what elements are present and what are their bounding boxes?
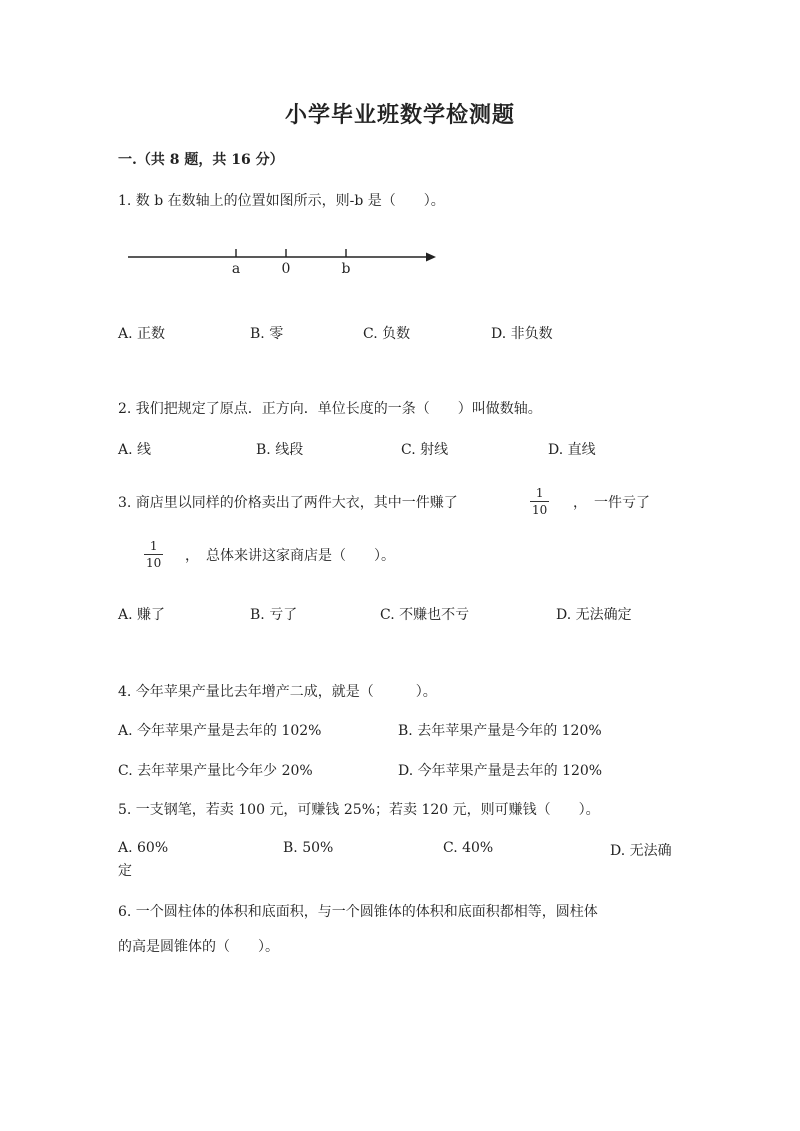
q5-option-a[interactable]: A. 60%	[118, 840, 169, 856]
label-zero: 0	[281, 261, 291, 277]
question-6-stem-line1: 6. 一个圆柱体的体积和底面积，与一个圆锥体的体积和底面积都相等，圆柱体	[118, 904, 598, 920]
q5-option-b[interactable]: B. 50%	[283, 840, 334, 856]
q3-fraction-1-denominator: 10	[532, 503, 548, 517]
q2-option-b[interactable]: B. 线段	[256, 442, 304, 458]
question-5-stem: 5. 一支钢笔，若卖 100 元，可赚钱 25%；若卖 120 元，则可赚钱（ ）。	[118, 802, 600, 818]
question-4-stem: 4. 今年苹果产量比去年增产二成，就是（ ）。	[118, 684, 437, 700]
q5-option-d[interactable]: D. 无法确	[610, 843, 672, 859]
q3-option-d[interactable]: D. 无法确定	[556, 607, 632, 623]
question-3-stem-part3: ， 总体来讲这家商店是（ ）。	[185, 548, 395, 564]
q4-option-a[interactable]: A. 今年苹果产量是去年的 102%	[118, 723, 322, 739]
q3-fraction-1-numerator: 1	[535, 486, 544, 500]
question-3-stem-part1: 3. 商店里以同样的价格卖出了两件大衣，其中一件赚了	[118, 495, 458, 511]
question-6-stem-line2: 的高是圆锥体的（ ）。	[118, 939, 279, 955]
label-a: a	[231, 261, 241, 277]
question-3-stem-part2: ， 一件亏了	[573, 495, 650, 511]
q3-fraction-1	[530, 487, 549, 516]
number-line-arrow	[426, 253, 436, 262]
q1-option-a[interactable]: A. 正数	[118, 326, 166, 342]
question-2-stem: 2. 我们把规定了原点．正方向．单位长度的一条（ ）叫做数轴。	[118, 401, 542, 417]
question-1-stem: 1. 数 b 在数轴上的位置如图所示，则-b 是（ ）。	[118, 193, 445, 209]
q3-option-b[interactable]: B. 亏了	[250, 607, 298, 623]
q3-fraction-2-numerator: 1	[149, 539, 158, 553]
q2-option-c[interactable]: C. 射线	[401, 442, 449, 458]
q1-option-d[interactable]: D. 非负数	[491, 326, 553, 342]
q2-option-a[interactable]: A. 线	[118, 442, 152, 458]
q3-fraction-2	[144, 540, 163, 569]
number-line-figure	[118, 238, 448, 278]
q4-option-d[interactable]: D. 今年苹果产量是去年的 120%	[398, 763, 603, 779]
q5-option-c[interactable]: C. 40%	[443, 840, 494, 856]
section-heading: 一.（共 8 题，共 16 分）	[118, 152, 284, 168]
q5-option-d-wrap: 定	[118, 863, 132, 879]
q3-option-c[interactable]: C. 不赚也不亏	[380, 607, 470, 623]
q4-option-b[interactable]: B. 去年苹果产量是今年的 120%	[398, 723, 602, 739]
q3-fraction-2-denominator: 10	[146, 556, 162, 570]
q1-option-b[interactable]: B. 零	[250, 326, 284, 342]
q2-option-d[interactable]: D. 直线	[548, 442, 596, 458]
label-b: b	[341, 261, 351, 277]
q4-option-c[interactable]: C. 去年苹果产量比今年少 20%	[118, 763, 313, 779]
page-title: 小学毕业班数学检测题	[284, 102, 515, 128]
q3-option-a[interactable]: A. 赚了	[118, 607, 166, 623]
q1-option-c[interactable]: C. 负数	[363, 326, 411, 342]
